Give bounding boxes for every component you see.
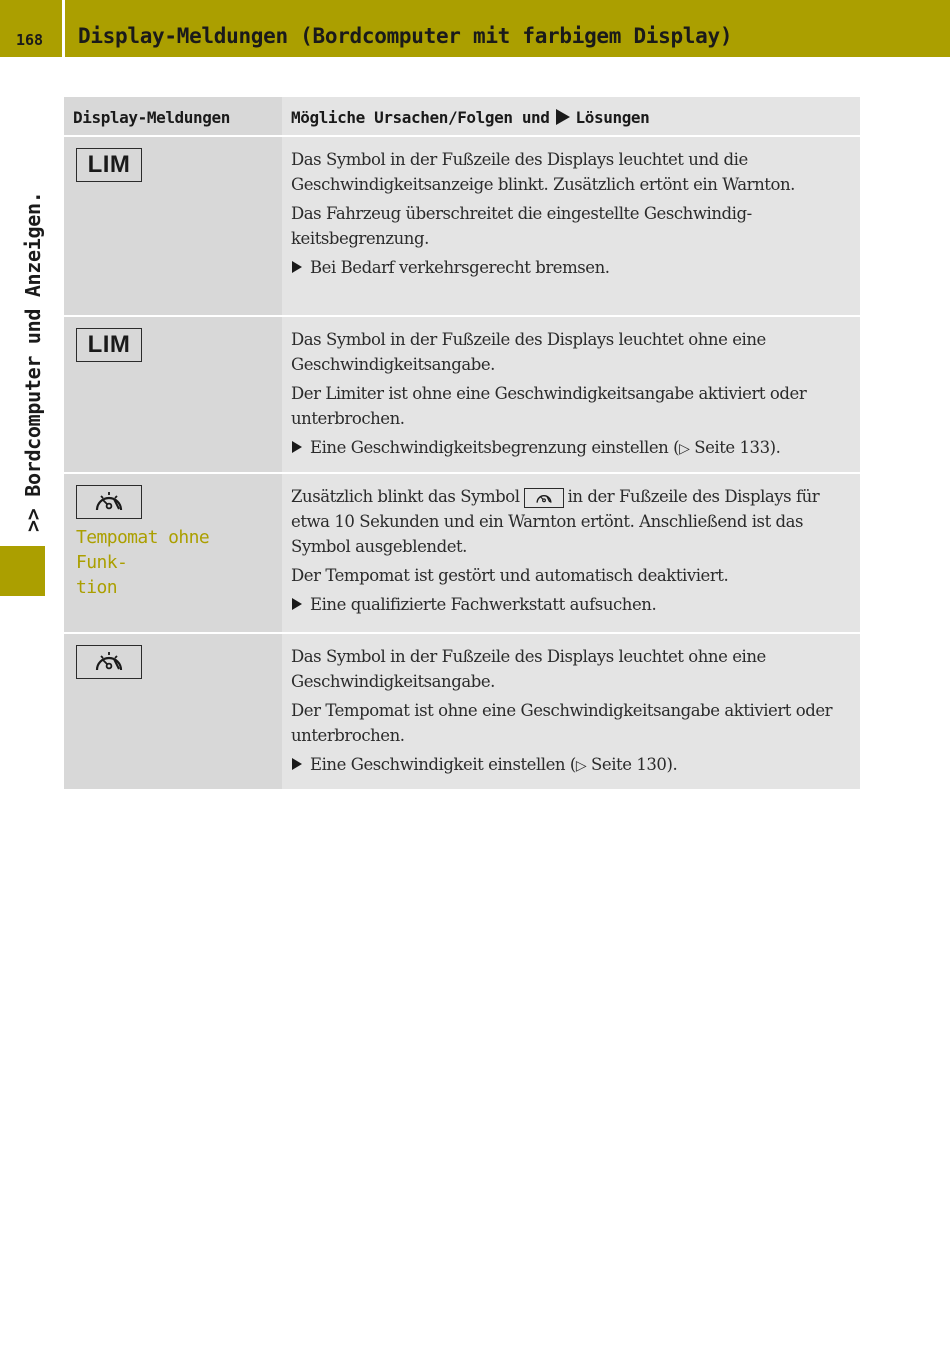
lim-icon (76, 328, 142, 362)
page-reference-icon: ▷ (575, 758, 587, 774)
consequence-text: Der Tempomat ist gestört und automatisch deaktiviert. (291, 566, 729, 585)
table-row (64, 316, 860, 473)
solution-step-pre: Eine Geschwindigkeitsbegrenzung einstellen ( (310, 438, 680, 457)
column-header-display-messages: Display-Meldungen (64, 97, 282, 136)
table-row (64, 633, 860, 789)
chapter-side-label: >> Bordcomputer und Anzeigen. (21, 191, 45, 532)
solution-step (291, 752, 852, 779)
step-arrow-icon (292, 758, 302, 770)
solution-step-pre: Eine Geschwindigkeit einstellen ( (310, 755, 576, 774)
message-cell (64, 136, 282, 316)
solution-step-post: ). (666, 755, 678, 774)
step-arrow-icon (292, 441, 302, 453)
consequence-text: Der Limiter ist ohne eine Geschwindigkeitsangabe aktiviert oder unterbrochen. (291, 384, 807, 428)
chapter-tab-marker (0, 546, 45, 596)
lim-icon-text: LIM (87, 151, 131, 178)
cause-text: Das Symbol in der Fußzeile des Displays leuchtet ohne eine Geschwindigkeitsangabe. (291, 330, 766, 374)
solution-step-text: Bei Bedarf verkehrsgerecht bremsen. (310, 258, 610, 277)
page-reference-icon: ▷ (679, 441, 690, 457)
solution-step (291, 435, 852, 462)
solution-cell (282, 136, 860, 316)
speedometer-crossed-inline-icon (524, 488, 564, 508)
column-header-solutions-text: Lösungen (575, 108, 650, 127)
cause-text: Das Symbol in der Fußzeile des Displays leuchtet und die Geschwindigkeitsanzeige blinkt. Zusätzlich ertönt ein Warnton. (291, 150, 795, 194)
speedometer-crossed-icon (76, 645, 142, 679)
table-row (64, 473, 860, 633)
display-messages-table (64, 97, 860, 789)
message-cell (64, 316, 282, 473)
consequence-text: Der Tempomat ist ohne eine Geschwindigkeitsangabe aktiviert oder unterbrochen. (291, 701, 833, 745)
solution-cell (282, 633, 860, 789)
page-number: 168 (16, 31, 44, 49)
speedometer-crossed-inline-svg (533, 490, 555, 506)
step-arrow-icon (292, 261, 302, 273)
solution-step-text (310, 752, 677, 779)
solution-step (291, 255, 852, 280)
message-label (76, 525, 270, 600)
solution-cell (282, 316, 860, 473)
solution-cell (282, 473, 860, 633)
column-header-causes-text: Mögliche Ursachen/Folgen und (291, 108, 550, 127)
solution-step (291, 592, 852, 617)
message-cell (64, 473, 282, 633)
solution-step-text (310, 435, 780, 462)
lim-icon-text: LIM (87, 331, 131, 358)
cause-text-pre: Zusätzlich blinkt das Symbol (291, 487, 520, 506)
message-cell (64, 633, 282, 789)
cause-text-post: in der Fußzeile des Displays für etwa 10 Sekunden und ein Warnton ertönt. Anschließend ist das Symbol ausgeblendet. (291, 487, 820, 556)
table-header-row (64, 97, 860, 136)
header-separator (62, 0, 65, 57)
arrow-right-icon (556, 109, 570, 125)
column-header-causes-solutions (282, 97, 860, 136)
message-label-line-2: tion (76, 577, 117, 598)
speedometer-crossed-icon (76, 485, 142, 519)
page-reference-link[interactable]: Seite 133 (694, 438, 770, 457)
lim-icon (76, 148, 142, 182)
consequence-text: Das Fahrzeug überschreitet die eingestellte Geschwindigkeitsbegrenzung. (291, 204, 753, 248)
step-arrow-icon (292, 598, 302, 610)
solution-step-text: Eine qualifizierte Fachwerkstatt aufsuchen. (310, 595, 657, 614)
message-label-line-1: Tempomat ohne Funk- (76, 527, 210, 573)
solution-step-post: ). (769, 438, 781, 457)
page-header (0, 0, 950, 57)
cause-text: Das Symbol in der Fußzeile des Displays leuchtet ohne eine Geschwindigkeitsangabe. (291, 647, 766, 691)
speedometer-crossed-icon-svg (92, 648, 126, 676)
page-reference-link[interactable]: Seite 130 (591, 755, 667, 774)
table-row (64, 136, 860, 316)
speedometer-crossed-icon-svg (92, 488, 126, 516)
page-title: Display-Meldungen (Bordcomputer mit farbigem Display) (78, 24, 733, 48)
cause-text (291, 484, 852, 559)
